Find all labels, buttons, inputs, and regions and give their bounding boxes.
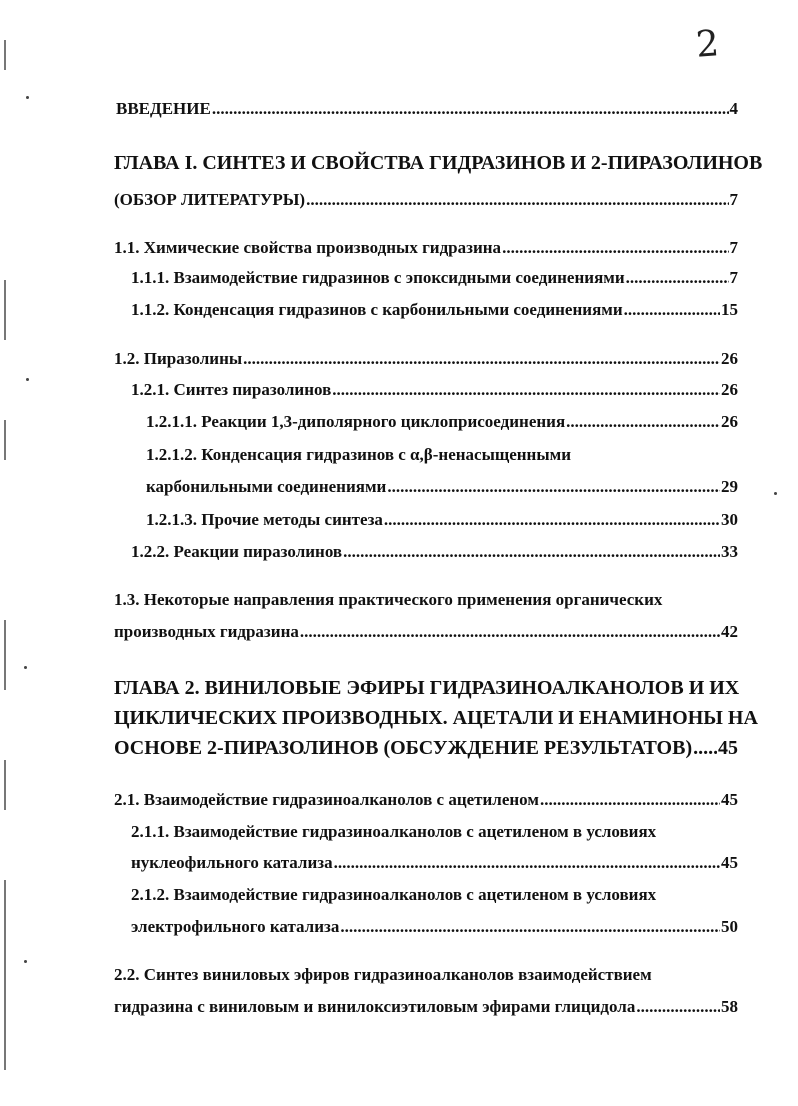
- toc-entry-1-2-1-3[interactable]: [146, 510, 738, 530]
- toc-title: 1.2.1. Синтез пиразолинов: [131, 380, 332, 399]
- toc-entry-2-2-line1[interactable]: 2.2. Синтез виниловых эфиров гидразиноалканолов взаимодействием: [114, 965, 652, 984]
- toc-page: 7: [729, 238, 738, 257]
- toc-page: 26: [721, 412, 738, 431]
- toc-page: 33: [721, 542, 738, 561]
- toc-page: 26: [721, 380, 738, 399]
- toc-title: 1.2.1.3. Прочие методы синтеза: [146, 510, 383, 529]
- toc-chapter-2-line1[interactable]: ГЛАВА 2. ВИНИЛОВЫЕ ЭФИРЫ ГИДРАЗИНОАЛКАНОЛОВ И ИХ: [114, 677, 740, 699]
- toc-chapter-2-line2[interactable]: ЦИКЛИЧЕСКИХ ПРОИЗВОДНЫХ. АЦЕТАЛИ И ЕНАМИНОНЫ НА: [114, 707, 758, 729]
- toc-title: 1.2.2. Реакции пиразолинов: [131, 542, 343, 561]
- toc-page: 29: [721, 477, 738, 496]
- toc-page: 7: [729, 268, 738, 287]
- toc-entry-2-2[interactable]: [114, 997, 738, 1017]
- toc-title: гидразина с виниловым и винилоксиэтиловым эфирами глицидола: [114, 997, 636, 1016]
- toc-entry-1-1-2[interactable]: [131, 300, 738, 320]
- toc-entry-1-2[interactable]: [114, 349, 738, 369]
- toc-page: 15: [721, 300, 738, 319]
- toc-page: 58: [721, 997, 738, 1016]
- toc-title: ВВЕДЕНИЕ: [116, 99, 211, 118]
- toc-page: 45: [718, 737, 738, 759]
- toc-entry-2-1-1[interactable]: [131, 853, 738, 873]
- toc-title: карбонильными соединениями: [146, 477, 387, 496]
- toc-title: (ОБЗОР ЛИТЕРАТУРЫ): [114, 190, 306, 209]
- toc-entry-1-2-1[interactable]: [131, 380, 738, 400]
- toc-entry-2-1-2-line1[interactable]: 2.1.2. Взаимодействие гидразиноалканолов с ацетиленом в условиях: [131, 885, 657, 904]
- toc-title: ОСНОВЕ 2-ПИРАЗОЛИНОВ (ОБСУЖДЕНИЕ РЕЗУЛЬТАТОВ): [114, 737, 693, 759]
- toc-entry-2-1-2[interactable]: [131, 917, 738, 937]
- toc-entry-1-2-1-1[interactable]: [146, 412, 738, 432]
- toc-entry-1-2-1-2[interactable]: [146, 477, 738, 497]
- toc-entry-1-2-2[interactable]: [131, 542, 738, 562]
- toc-entry-1-1[interactable]: [114, 238, 738, 258]
- toc-entry-2-1[interactable]: [114, 790, 738, 810]
- toc-entry-1-2-1-2-line1[interactable]: 1.2.1.2. Конденсация гидразинов с α,β-ненасыщенными: [146, 445, 571, 464]
- toc-entry-2-1-1-line1[interactable]: 2.1.1. Взаимодействие гидразиноалканолов с ацетиленом в условиях: [131, 822, 657, 841]
- toc-title: нуклеофильного катализа: [131, 853, 333, 872]
- toc-page: 7: [729, 190, 738, 209]
- toc-page: 30: [721, 510, 738, 529]
- toc-title: 1.1.1. Взаимодействие гидразинов с эпоксидными соединениями: [131, 268, 625, 287]
- toc-page: 45: [721, 790, 738, 809]
- toc-entry-chapter-2[interactable]: [114, 737, 738, 760]
- toc-title: 2.1. Взаимодействие гидразиноалканолов с ацетиленом: [114, 790, 539, 809]
- toc-entry-1-1-1[interactable]: [131, 268, 738, 288]
- toc-entry-1-3[interactable]: [114, 622, 738, 642]
- toc-chapter-1-line1[interactable]: ГЛАВА I. СИНТЕЗ И СВОЙСТВА ГИДРАЗИНОВ И 2-ПИРАЗОЛИНОВ: [114, 152, 763, 174]
- toc-title: электрофильного катализа: [131, 917, 340, 936]
- toc-title: 1.2. Пиразолины: [114, 349, 243, 368]
- toc-page: 45: [721, 853, 738, 872]
- toc-title: производных гидразина: [114, 622, 299, 641]
- toc-entry-1-3-line1[interactable]: 1.3. Некоторые направления практического применения органических: [114, 590, 663, 609]
- toc-page: 42: [721, 622, 738, 641]
- toc-page: 26: [721, 349, 738, 368]
- toc-page: 50: [721, 917, 738, 936]
- toc-entry-chapter-1[interactable]: [114, 190, 738, 210]
- toc-title: 1.1.2. Конденсация гидразинов с карбонильными соединениями: [131, 300, 623, 319]
- toc-page: 4: [729, 99, 738, 118]
- toc-title: 1.2.1.1. Реакции 1,3-диполярного циклоприсоединения: [146, 412, 566, 431]
- toc-title: 1.1. Химические свойства производных гидразина: [114, 238, 502, 257]
- toc-entry-intro[interactable]: [116, 99, 738, 119]
- page-number: 2: [694, 23, 721, 66]
